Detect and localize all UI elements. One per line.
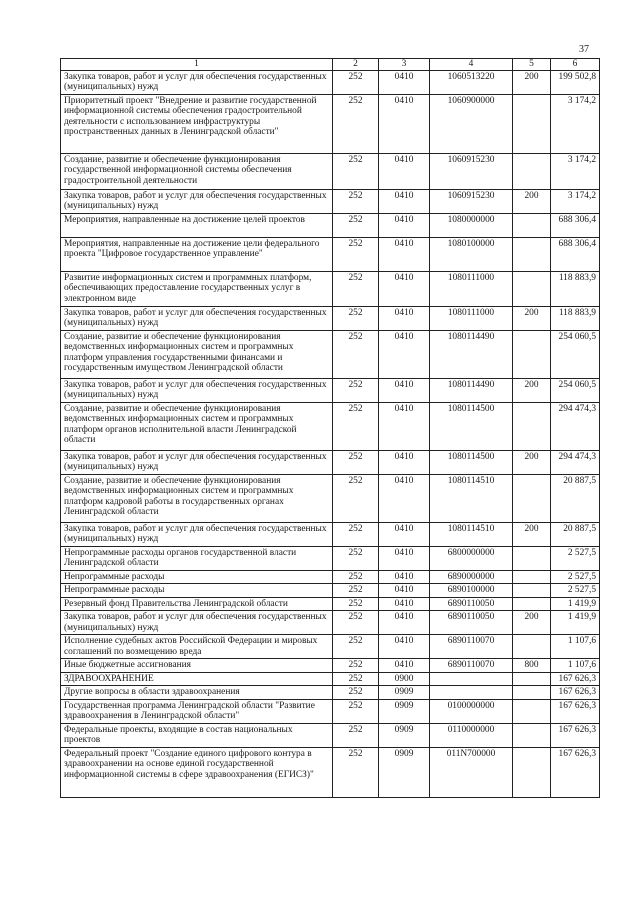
row-expense-type: [513, 271, 551, 306]
row-amount: 167 626,3: [551, 747, 600, 797]
row-amount: 167 626,3: [551, 686, 600, 700]
row-target-code: 6890110070: [430, 659, 513, 673]
row-target-code: 0100000000: [430, 699, 513, 723]
row-subsection-code: 0410: [379, 611, 430, 635]
row-target-code: 0110000000: [430, 723, 513, 747]
row-amount: 1 419,9: [551, 611, 600, 635]
table-row: [61, 699, 600, 723]
row-section-code: 252: [333, 611, 379, 635]
table-row: [61, 306, 600, 330]
row-section-code: 252: [333, 306, 379, 330]
row-name: Закупка товаров, работ и услуг для обеспечения государственных (муниципальных) нужд: [61, 450, 333, 474]
row-amount: 688 306,4: [551, 213, 600, 237]
row-amount: 688 306,4: [551, 237, 600, 271]
row-name: Непрограммные расходы органов государственной власти Ленинградской области: [61, 546, 333, 570]
row-target-code: 1080114500: [430, 450, 513, 474]
row-target-code: 6890110050: [430, 611, 513, 635]
row-amount: 199 502,8: [551, 70, 600, 94]
row-name: Создание, развитие и обеспечение функционирования ведомственных информационных систем и программных платформ органов исполнительной власти Ленинградской области: [61, 402, 333, 450]
table-row: [61, 723, 600, 747]
row-name: Мероприятия, направленные на достижение цели федерального проекта "Цифровое государственное управление": [61, 237, 333, 271]
row-section-code: 252: [333, 597, 379, 611]
row-target-code: 011N700000: [430, 747, 513, 797]
row-expense-type: [513, 330, 551, 378]
row-section-code: 252: [333, 584, 379, 598]
row-amount: 294 474,3: [551, 402, 600, 450]
row-subsection-code: 0410: [379, 189, 430, 213]
table-row: [61, 237, 600, 271]
row-amount: 118 883,9: [551, 306, 600, 330]
row-section-code: 252: [333, 474, 379, 522]
row-amount: 3 174,2: [551, 153, 600, 189]
row-amount: 20 887,5: [551, 474, 600, 522]
row-subsection-code: 0410: [379, 659, 430, 673]
row-expense-type: [513, 94, 551, 153]
table-row: [61, 213, 600, 237]
row-target-code: 6890110070: [430, 635, 513, 659]
row-name: Непрограммные расходы: [61, 570, 333, 584]
row-subsection-code: 0410: [379, 94, 430, 153]
row-name: Закупка товаров, работ и услуг для обеспечения государственных (муниципальных) нужд: [61, 306, 333, 330]
row-section-code: 252: [333, 237, 379, 271]
row-name: Приоритетный проект "Внедрение и развитие государственной информационной системы обеспечения градостроительной деятельности с использованием инфраструктуры пространственных данных в Ленинградской области": [61, 94, 333, 153]
row-section-code: 252: [333, 271, 379, 306]
row-name: Иные бюджетные ассигнования: [61, 659, 333, 673]
budget-table: [60, 58, 600, 798]
table-row: [61, 189, 600, 213]
row-subsection-code: 0410: [379, 213, 430, 237]
row-subsection-code: 0410: [379, 70, 430, 94]
row-section-code: 252: [333, 213, 379, 237]
row-name: Резервный фонд Правительства Ленинградской области: [61, 597, 333, 611]
row-name: Федеральные проекты, входящие в состав национальных проектов: [61, 723, 333, 747]
row-target-code: 1080114490: [430, 378, 513, 402]
row-expense-type: [513, 699, 551, 723]
row-name: Закупка товаров, работ и услуг для обеспечения государственных (муниципальных) нужд: [61, 611, 333, 635]
row-subsection-code: 0410: [379, 522, 430, 546]
row-amount: 167 626,3: [551, 699, 600, 723]
column-header: 4: [430, 59, 513, 71]
row-expense-type: 200: [513, 70, 551, 94]
row-amount: 118 883,9: [551, 271, 600, 306]
table-row: [61, 153, 600, 189]
row-section-code: 252: [333, 153, 379, 189]
row-section-code: 252: [333, 635, 379, 659]
row-name: Государственная программа Ленинградской области "Развитие здравоохранения в Ленинградской области": [61, 699, 333, 723]
row-subsection-code: 0909: [379, 747, 430, 797]
row-target-code: 1080111000: [430, 271, 513, 306]
row-expense-type: [513, 747, 551, 797]
row-target-code: 1060513220: [430, 70, 513, 94]
row-target-code: 1080100000: [430, 237, 513, 271]
row-subsection-code: 0410: [379, 474, 430, 522]
row-section-code: 252: [333, 686, 379, 700]
row-subsection-code: 0909: [379, 686, 430, 700]
row-target-code: 6890100000: [430, 584, 513, 598]
table-row: [61, 635, 600, 659]
table-row: [61, 450, 600, 474]
row-subsection-code: 0410: [379, 306, 430, 330]
table-row: [61, 686, 600, 700]
row-name: Федеральный проект "Создание единого цифрового контура в здравоохранении на основе единой государственной информационной системы в сфере здравоохранения (ЕГИСЗ)": [61, 747, 333, 797]
row-name: Создание, развитие и обеспечение функционирования ведомственных информационных систем и программных платформ управления государственными финансами и государственным имуществом Ленинградской области: [61, 330, 333, 378]
row-expense-type: [513, 213, 551, 237]
row-expense-type: 200: [513, 522, 551, 546]
row-subsection-code: 0410: [379, 271, 430, 306]
row-name: Создание, развитие и обеспечение функционирования ведомственных информационных систем и программных платформ кадровой работы в государственных органах Ленинградской области: [61, 474, 333, 522]
row-amount: 3 174,2: [551, 189, 600, 213]
row-amount: 2 527,5: [551, 546, 600, 570]
row-section-code: 252: [333, 699, 379, 723]
row-expense-type: [513, 237, 551, 271]
row-expense-type: [513, 584, 551, 598]
row-target-code: 1080114500: [430, 402, 513, 450]
row-amount: 3 174,2: [551, 94, 600, 153]
row-name: Мероприятия, направленные на достижение целей проектов: [61, 213, 333, 237]
row-amount: 1 419,9: [551, 597, 600, 611]
row-amount: 2 527,5: [551, 570, 600, 584]
table-row: [61, 94, 600, 153]
row-section-code: 252: [333, 450, 379, 474]
row-subsection-code: 0410: [379, 635, 430, 659]
row-name: Закупка товаров, работ и услуг для обеспечения государственных (муниципальных) нужд: [61, 189, 333, 213]
column-header: 6: [551, 59, 600, 71]
row-expense-type: [513, 597, 551, 611]
row-subsection-code: 0410: [379, 546, 430, 570]
table-row: [61, 522, 600, 546]
row-target-code: 1060915230: [430, 153, 513, 189]
row-expense-type: [513, 474, 551, 522]
table-row: [61, 70, 600, 94]
row-amount: 167 626,3: [551, 723, 600, 747]
row-name: ЗДРАВООХРАНЕНИЕ: [61, 672, 333, 686]
column-header: 2: [333, 59, 379, 71]
row-expense-type: 200: [513, 189, 551, 213]
row-expense-type: [513, 570, 551, 584]
table-row: [61, 747, 600, 797]
row-expense-type: [513, 546, 551, 570]
row-target-code: 1080114490: [430, 330, 513, 378]
table-row: [61, 584, 600, 598]
column-header: 3: [379, 59, 430, 71]
row-section-code: 252: [333, 330, 379, 378]
page-number: 37: [579, 44, 589, 55]
row-expense-type: [513, 153, 551, 189]
row-subsection-code: 0909: [379, 699, 430, 723]
table-row: [61, 330, 600, 378]
row-expense-type: 200: [513, 378, 551, 402]
row-section-code: 252: [333, 723, 379, 747]
row-section-code: 252: [333, 659, 379, 673]
row-name: Закупка товаров, работ и услуг для обеспечения государственных (муниципальных) нужд: [61, 378, 333, 402]
row-section-code: 252: [333, 402, 379, 450]
table-row: [61, 611, 600, 635]
table-row: [61, 378, 600, 402]
row-amount: 20 887,5: [551, 522, 600, 546]
row-section-code: 252: [333, 70, 379, 94]
row-section-code: 252: [333, 546, 379, 570]
row-section-code: 252: [333, 189, 379, 213]
table-row: [61, 597, 600, 611]
row-expense-type: [513, 402, 551, 450]
row-target-code: 1080000000: [430, 213, 513, 237]
row-name: Развитие информационных систем и программных платформ, обеспечивающих предоставление государственных услуг в электронном виде: [61, 271, 333, 306]
row-target-code: 1060915230: [430, 189, 513, 213]
row-subsection-code: 0410: [379, 153, 430, 189]
row-expense-type: [513, 723, 551, 747]
row-name: Создание, развитие и обеспечение функционирования государственной информационной системы обеспечения градостроительной деятельности: [61, 153, 333, 189]
row-target-code: 1080114510: [430, 522, 513, 546]
row-expense-type: 200: [513, 611, 551, 635]
row-name: Другие вопросы в области здравоохранения: [61, 686, 333, 700]
table-row: [61, 402, 600, 450]
row-section-code: 252: [333, 378, 379, 402]
table-row: [61, 659, 600, 673]
column-header: 1: [61, 59, 333, 71]
row-expense-type: [513, 635, 551, 659]
column-header: 5: [513, 59, 551, 71]
table-row: [61, 570, 600, 584]
row-subsection-code: 0410: [379, 330, 430, 378]
row-section-code: 252: [333, 522, 379, 546]
row-expense-type: [513, 672, 551, 686]
row-amount: 167 626,3: [551, 672, 600, 686]
row-subsection-code: 0410: [379, 402, 430, 450]
row-name: Закупка товаров, работ и услуг для обеспечения государственных (муниципальных) нужд: [61, 522, 333, 546]
row-expense-type: 800: [513, 659, 551, 673]
row-target-code: [430, 672, 513, 686]
row-target-code: 1060900000: [430, 94, 513, 153]
table-row: [61, 474, 600, 522]
row-name: Исполнение судебных актов Российской Федерации и мировых соглашений по возмещению вреда: [61, 635, 333, 659]
row-section-code: 252: [333, 672, 379, 686]
row-target-code: 6800000000: [430, 546, 513, 570]
table-row: [61, 672, 600, 686]
row-amount: 254 060,5: [551, 330, 600, 378]
row-expense-type: [513, 686, 551, 700]
row-expense-type: 200: [513, 306, 551, 330]
column-header-row: [61, 59, 600, 71]
row-target-code: 6890110050: [430, 597, 513, 611]
row-subsection-code: 0410: [379, 597, 430, 611]
row-amount: 1 107,6: [551, 659, 600, 673]
row-subsection-code: 0410: [379, 237, 430, 271]
row-expense-type: 200: [513, 450, 551, 474]
row-target-code: 1080111000: [430, 306, 513, 330]
row-section-code: 252: [333, 570, 379, 584]
row-section-code: 252: [333, 94, 379, 153]
row-amount: 254 060,5: [551, 378, 600, 402]
row-amount: 2 527,5: [551, 584, 600, 598]
row-name: Закупка товаров, работ и услуг для обеспечения государственных (муниципальных) нужд: [61, 70, 333, 94]
row-subsection-code: 0900: [379, 672, 430, 686]
row-name: Непрограммные расходы: [61, 584, 333, 598]
row-subsection-code: 0410: [379, 378, 430, 402]
row-subsection-code: 0410: [379, 584, 430, 598]
row-target-code: 1080114510: [430, 474, 513, 522]
table-row: [61, 546, 600, 570]
row-target-code: 6890000000: [430, 570, 513, 584]
row-subsection-code: 0410: [379, 450, 430, 474]
row-section-code: 252: [333, 747, 379, 797]
row-subsection-code: 0909: [379, 723, 430, 747]
row-target-code: [430, 686, 513, 700]
row-amount: 1 107,6: [551, 635, 600, 659]
row-amount: 294 474,3: [551, 450, 600, 474]
table-row: [61, 271, 600, 306]
row-subsection-code: 0410: [379, 570, 430, 584]
